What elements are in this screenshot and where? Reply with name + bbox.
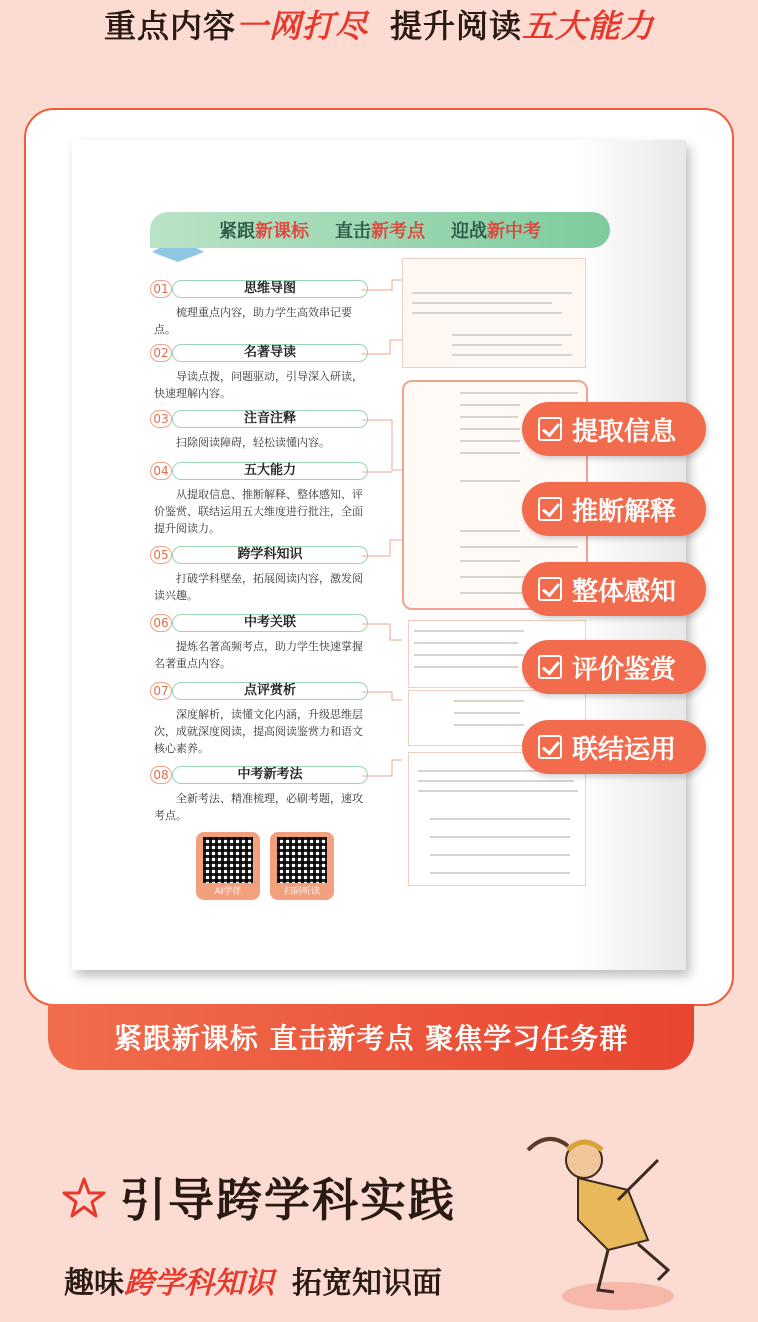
feature-title: 思维导图 bbox=[172, 280, 368, 298]
feature-desc: 导读点拨，问题驱动，引导深入研读，快速理解内容。 bbox=[154, 370, 363, 400]
qr-caption: AI学伴 bbox=[214, 887, 242, 897]
ability-tag-label: 评价鉴赏 bbox=[572, 654, 677, 685]
qr-caption: 扫码听读 bbox=[283, 887, 320, 897]
feature-number: 05 bbox=[150, 546, 172, 564]
feature-number: 04 bbox=[150, 462, 172, 480]
ability-tag-label: 推断解释 bbox=[572, 496, 677, 527]
feature-number: 06 bbox=[150, 614, 172, 632]
feature-number: 01 bbox=[150, 280, 172, 298]
qr-ai-companion[interactable] bbox=[196, 832, 260, 900]
ability-tag bbox=[522, 562, 706, 616]
feature-title: 跨学科知识 bbox=[172, 546, 368, 564]
star-icon bbox=[62, 1176, 106, 1220]
subtitle-part2: 拓宽知识面 bbox=[292, 1266, 442, 1301]
feature-title: 名著导读 bbox=[172, 344, 368, 362]
section-subtitle bbox=[64, 1258, 442, 1302]
qr-code-icon bbox=[277, 837, 327, 883]
monkey-king-illustration bbox=[518, 1120, 678, 1316]
feature-title: 五大能力 bbox=[172, 462, 368, 480]
subtitle-highlight: 跨学科知识 bbox=[124, 1266, 274, 1301]
slogan-ribbon bbox=[150, 212, 610, 248]
checkbox-icon bbox=[538, 497, 562, 521]
feature-title: 点评赏析 bbox=[172, 682, 368, 700]
ribbon-a1: 紧跟 bbox=[219, 221, 255, 242]
qr-listen[interactable] bbox=[270, 832, 334, 900]
ability-tag bbox=[522, 720, 706, 774]
ribbon-b1: 直击 bbox=[335, 221, 371, 242]
subtitle-part1: 趣味 bbox=[64, 1266, 124, 1301]
ability-tag-label: 整体感知 bbox=[572, 576, 677, 607]
section-title: 引导跨学科实践 bbox=[120, 1173, 456, 1227]
feature-number: 03 bbox=[150, 410, 172, 428]
ribbon-b2: 新考点 bbox=[371, 221, 425, 242]
checkbox-icon bbox=[538, 735, 562, 759]
checkbox-icon bbox=[538, 577, 562, 601]
ability-tag-label: 联结运用 bbox=[572, 734, 677, 765]
ability-tag bbox=[522, 640, 706, 694]
feature-desc: 从提取信息、推断解释、整体感知、评价鉴赏、联结运用五大维度进行批注，全面提升阅读力。 bbox=[154, 488, 363, 535]
feature-title: 中考关联 bbox=[172, 614, 368, 632]
feature-desc: 提炼名著高频考点，助力学生快速掌握名著重点内容。 bbox=[154, 640, 363, 670]
checkbox-icon bbox=[538, 417, 562, 441]
headline-part2-highlight: 五大能力 bbox=[522, 7, 655, 45]
headline-part2: 提升阅读 bbox=[390, 7, 523, 45]
feature-desc: 打破学科壁垒，拓展阅读内容，激发阅读兴趣。 bbox=[154, 572, 363, 602]
feature-number: 08 bbox=[150, 766, 172, 784]
checkbox-icon bbox=[538, 655, 562, 679]
feature-desc: 深度解析，读懂文化内涵，升级思维层次，成就深度阅读，提高阅读鉴赏力和语文核心素养。 bbox=[154, 708, 363, 755]
top-headline bbox=[0, 0, 758, 48]
feature-desc: 扫除阅读障碍，轻松读懂内容。 bbox=[176, 436, 330, 449]
feature-desc: 梳理重点内容，助力学生高效串记要点。 bbox=[154, 306, 352, 336]
ribbon-c2: 新中考 bbox=[487, 221, 541, 242]
ribbon-a2: 新课标 bbox=[255, 221, 309, 242]
qr-code-icon bbox=[203, 837, 253, 883]
ability-tag-label: 提取信息 bbox=[572, 416, 677, 447]
ability-tag bbox=[522, 402, 706, 456]
headline-part1-highlight: 一网打尽 bbox=[235, 7, 368, 45]
ability-tag bbox=[522, 482, 706, 536]
feature-title: 中考新考法 bbox=[172, 766, 368, 784]
headline-part1: 重点内容 bbox=[103, 7, 236, 45]
feature-number: 07 bbox=[150, 682, 172, 700]
ribbon-c1: 迎战 bbox=[451, 221, 487, 242]
feature-number: 02 bbox=[150, 344, 172, 362]
feature-desc: 全新考法、精准梳理，必刷考题，速攻考点。 bbox=[154, 792, 363, 822]
slogan-band: 紧跟新课标 直击新考点 聚焦学习任务群 bbox=[48, 1004, 694, 1070]
feature-title: 注音注释 bbox=[172, 410, 368, 428]
